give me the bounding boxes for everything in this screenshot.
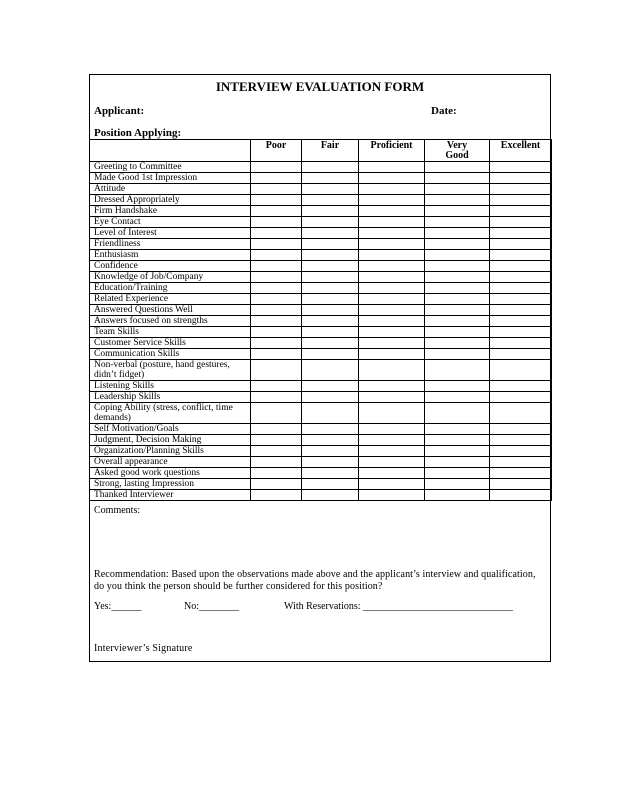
rating-row <box>90 173 552 184</box>
rating-cell[interactable] <box>425 217 490 228</box>
rating-cell[interactable] <box>359 228 425 239</box>
no-field[interactable]: No:________ <box>184 601 239 612</box>
rating-row <box>90 457 552 468</box>
rating-cell[interactable] <box>425 261 490 272</box>
rating-cell[interactable] <box>359 305 425 316</box>
rating-cell[interactable] <box>425 272 490 283</box>
rating-cell[interactable] <box>302 195 359 206</box>
rating-cell[interactable] <box>251 424 302 435</box>
form-title: INTERVIEW EVALUATION FORM <box>215 79 425 94</box>
rating-cell[interactable] <box>302 283 359 294</box>
rating-cell[interactable] <box>302 316 359 327</box>
rating-cell[interactable] <box>490 162 552 173</box>
rating-row <box>90 435 552 446</box>
rating-cell[interactable] <box>425 479 490 490</box>
rating-cell[interactable] <box>302 250 359 261</box>
rating-row <box>90 261 552 272</box>
rating-cell[interactable] <box>425 206 490 217</box>
criteria-label: Communication Skills <box>90 349 251 360</box>
rating-row <box>90 294 552 305</box>
rating-cell[interactable] <box>359 446 425 457</box>
rating-cell[interactable] <box>490 305 552 316</box>
rating-cell[interactable] <box>251 261 302 272</box>
rating-cell[interactable] <box>251 195 302 206</box>
rating-cell[interactable] <box>251 294 302 305</box>
criteria-label: Firm Handshake <box>90 206 251 217</box>
column-header: Excellent <box>490 140 552 162</box>
rating-row <box>90 162 552 173</box>
rating-cell[interactable] <box>251 239 302 250</box>
rating-row <box>90 424 552 435</box>
rating-cell[interactable] <box>302 435 359 446</box>
rating-cell[interactable] <box>359 468 425 479</box>
rating-cell[interactable] <box>251 327 302 338</box>
rating-row <box>90 490 552 501</box>
column-header: Proficient <box>359 140 425 162</box>
rating-cell[interactable] <box>425 468 490 479</box>
rating-cell[interactable] <box>302 239 359 250</box>
rating-cell[interactable] <box>251 392 302 403</box>
criteria-label: Education/Training <box>90 283 251 294</box>
rating-cell[interactable] <box>490 457 552 468</box>
rating-cell[interactable] <box>490 327 552 338</box>
rating-cell[interactable] <box>490 479 552 490</box>
rating-cell[interactable] <box>490 403 552 424</box>
rating-cell[interactable] <box>490 206 552 217</box>
rating-cell[interactable] <box>490 316 552 327</box>
rating-cell[interactable] <box>425 490 490 501</box>
interviewer-signature-label: Interviewer’s Signature <box>94 643 193 654</box>
rating-cell[interactable] <box>251 435 302 446</box>
rating-cell[interactable] <box>302 305 359 316</box>
rating-cell[interactable] <box>251 217 302 228</box>
rating-cell[interactable] <box>425 316 490 327</box>
rating-row <box>90 184 552 195</box>
rating-cell[interactable] <box>251 206 302 217</box>
comments-label: Comments: <box>94 505 141 516</box>
rating-cell[interactable] <box>490 217 552 228</box>
rating-cell[interactable] <box>490 349 552 360</box>
rating-cell[interactable] <box>425 250 490 261</box>
rating-cell[interactable] <box>302 457 359 468</box>
criteria-label: Organization/Planning Skills <box>90 446 251 457</box>
rating-cell[interactable] <box>302 272 359 283</box>
criteria-label: Team Skills <box>90 327 251 338</box>
rating-cell[interactable] <box>425 184 490 195</box>
rating-row <box>90 206 552 217</box>
rating-cell[interactable] <box>359 294 425 305</box>
rating-cell[interactable] <box>302 468 359 479</box>
rating-cell[interactable] <box>359 162 425 173</box>
rating-cell[interactable] <box>359 217 425 228</box>
rating-cell[interactable] <box>251 184 302 195</box>
rating-cell[interactable] <box>251 283 302 294</box>
rating-cell[interactable] <box>425 403 490 424</box>
rating-row <box>90 479 552 490</box>
criteria-label: Answered Questions Well <box>90 305 251 316</box>
rating-cell[interactable] <box>490 381 552 392</box>
rating-cell[interactable] <box>425 360 490 381</box>
rating-row <box>90 250 552 261</box>
position-applying-label: Position Applying: <box>94 127 182 139</box>
rating-cell[interactable] <box>359 435 425 446</box>
rating-cell[interactable] <box>251 468 302 479</box>
yes-field[interactable]: Yes:______ <box>94 601 142 612</box>
criteria-label: Self Motivation/Goals <box>90 424 251 435</box>
rating-row <box>90 316 552 327</box>
rating-cell[interactable] <box>359 272 425 283</box>
rating-row <box>90 338 552 349</box>
criteria-label: Non-verbal (posture, hand gestures, didn’t fidget) <box>90 360 251 381</box>
rating-cell[interactable] <box>359 184 425 195</box>
rating-cell[interactable] <box>302 381 359 392</box>
criteria-label: Coping Ability (stress, conflict, time demands) <box>90 403 251 424</box>
rating-cell[interactable] <box>302 403 359 424</box>
rating-cell[interactable] <box>359 349 425 360</box>
rating-cell[interactable] <box>425 435 490 446</box>
rating-cell[interactable] <box>425 162 490 173</box>
rating-cell[interactable] <box>302 446 359 457</box>
rating-cell[interactable] <box>251 305 302 316</box>
criteria-label: Related Experience <box>90 294 251 305</box>
rating-row <box>90 195 552 206</box>
rating-cell[interactable] <box>302 173 359 184</box>
rating-cell[interactable] <box>302 490 359 501</box>
rating-cell[interactable] <box>359 424 425 435</box>
criteria-label: Friendliness <box>90 239 251 250</box>
rating-header-row <box>90 140 552 162</box>
rating-cell[interactable] <box>251 360 302 381</box>
rating-cell[interactable] <box>359 250 425 261</box>
rating-cell[interactable] <box>359 316 425 327</box>
criteria-label: Listening Skills <box>90 381 251 392</box>
recommendation-line-2: do you think the person should be further considered for this position? <box>94 581 383 592</box>
interview-evaluation-form <box>89 74 551 662</box>
criteria-label: Overall appearance <box>90 457 251 468</box>
rating-row <box>90 327 552 338</box>
rating-cell[interactable] <box>425 283 490 294</box>
rating-cell[interactable] <box>359 457 425 468</box>
rating-cell[interactable] <box>425 424 490 435</box>
criteria-label: Customer Service Skills <box>90 338 251 349</box>
recommendation-text <box>94 569 536 593</box>
criteria-label: Thanked Interviewer <box>90 490 251 501</box>
rating-row <box>90 403 552 424</box>
rating-cell[interactable] <box>490 435 552 446</box>
rating-cell[interactable] <box>490 294 552 305</box>
date-label: Date: <box>431 105 457 117</box>
rating-cell[interactable] <box>251 381 302 392</box>
criteria-header <box>90 140 251 162</box>
rating-cell[interactable] <box>302 217 359 228</box>
rating-cell[interactable] <box>490 424 552 435</box>
rating-cell[interactable] <box>359 239 425 250</box>
rating-cell[interactable] <box>359 381 425 392</box>
criteria-label: Made Good 1st Impression <box>90 173 251 184</box>
rating-cell[interactable] <box>490 184 552 195</box>
with-reservations-field[interactable]: With Reservations: ______________________________ <box>284 601 514 612</box>
rating-cell[interactable] <box>359 327 425 338</box>
rating-row <box>90 468 552 479</box>
criteria-label: Leadership Skills <box>90 392 251 403</box>
rating-cell[interactable] <box>251 316 302 327</box>
rating-cell[interactable] <box>302 349 359 360</box>
rating-table <box>89 139 552 501</box>
rating-cell[interactable] <box>490 338 552 349</box>
rating-cell[interactable] <box>251 173 302 184</box>
rating-cell[interactable] <box>425 195 490 206</box>
rating-cell[interactable] <box>490 173 552 184</box>
rating-cell[interactable] <box>251 403 302 424</box>
rating-cell[interactable] <box>490 261 552 272</box>
rating-cell[interactable] <box>359 173 425 184</box>
rating-cell[interactable] <box>490 468 552 479</box>
rating-cell[interactable] <box>302 424 359 435</box>
rating-cell[interactable] <box>490 392 552 403</box>
rating-row <box>90 239 552 250</box>
rating-cell[interactable] <box>302 261 359 272</box>
rating-cell[interactable] <box>359 206 425 217</box>
rating-cell[interactable] <box>302 360 359 381</box>
rating-cell[interactable] <box>359 479 425 490</box>
rating-row <box>90 272 552 283</box>
rating-row <box>90 217 552 228</box>
rating-cell[interactable] <box>425 228 490 239</box>
rating-cell[interactable] <box>302 327 359 338</box>
rating-cell[interactable] <box>490 446 552 457</box>
recommendation-line-1: Recommendation: Based upon the observations made above and the applicant’s interview and qualification, <box>94 569 536 580</box>
rating-cell[interactable] <box>490 250 552 261</box>
rating-cell[interactable] <box>425 294 490 305</box>
criteria-label: Strong, lasting Impression <box>90 479 251 490</box>
rating-cell[interactable] <box>359 261 425 272</box>
rating-cell[interactable] <box>425 349 490 360</box>
rating-cell[interactable] <box>425 305 490 316</box>
rating-cell[interactable] <box>251 446 302 457</box>
column-header: Poor <box>251 140 302 162</box>
rating-cell[interactable] <box>490 360 552 381</box>
rating-cell[interactable] <box>425 327 490 338</box>
rating-row <box>90 381 552 392</box>
rating-cell[interactable] <box>251 457 302 468</box>
rating-row <box>90 360 552 381</box>
rating-cell[interactable] <box>302 184 359 195</box>
rating-row <box>90 305 552 316</box>
rating-row <box>90 392 552 403</box>
rating-cell[interactable] <box>359 392 425 403</box>
column-header: Fair <box>302 140 359 162</box>
criteria-label: Answers focused on strengths <box>90 316 251 327</box>
rating-row <box>90 228 552 239</box>
rating-cell[interactable] <box>359 338 425 349</box>
applicant-label: Applicant: <box>94 105 145 117</box>
rating-cell[interactable] <box>425 392 490 403</box>
criteria-label: Dressed Appropriately <box>90 195 251 206</box>
rating-cell[interactable] <box>425 457 490 468</box>
rating-cell[interactable] <box>490 239 552 250</box>
rating-cell[interactable] <box>302 338 359 349</box>
rating-row <box>90 283 552 294</box>
column-header: Very Good <box>425 140 490 162</box>
criteria-label: Eye Contact <box>90 217 251 228</box>
rating-cell[interactable] <box>302 294 359 305</box>
rating-cell[interactable] <box>359 195 425 206</box>
rating-cell[interactable] <box>425 239 490 250</box>
rating-cell[interactable] <box>490 490 552 501</box>
rating-cell[interactable] <box>251 162 302 173</box>
criteria-label: Asked good work questions <box>90 468 251 479</box>
rating-cell[interactable] <box>302 392 359 403</box>
rating-row <box>90 446 552 457</box>
rating-cell[interactable] <box>425 173 490 184</box>
criteria-label: Confidence <box>90 261 251 272</box>
rating-cell[interactable] <box>425 446 490 457</box>
rating-cell[interactable] <box>490 272 552 283</box>
rating-cell[interactable] <box>490 283 552 294</box>
rating-cell[interactable] <box>251 338 302 349</box>
rating-cell[interactable] <box>251 228 302 239</box>
rating-cell[interactable] <box>251 479 302 490</box>
criteria-label: Judgment, Decision Making <box>90 435 251 446</box>
rating-cell[interactable] <box>425 338 490 349</box>
rating-cell[interactable] <box>359 283 425 294</box>
rating-cell[interactable] <box>490 228 552 239</box>
rating-cell[interactable] <box>359 360 425 381</box>
rating-cell[interactable] <box>302 206 359 217</box>
rating-cell[interactable] <box>251 272 302 283</box>
rating-cell[interactable] <box>359 403 425 424</box>
rating-cell[interactable] <box>302 228 359 239</box>
rating-cell[interactable] <box>359 490 425 501</box>
criteria-label: Enthusiasm <box>90 250 251 261</box>
rating-cell[interactable] <box>425 381 490 392</box>
criteria-label: Greeting to Committee <box>90 162 251 173</box>
criteria-label: Attitude <box>90 184 251 195</box>
rating-cell[interactable] <box>302 162 359 173</box>
criteria-label: Knowledge of Job/Company <box>90 272 251 283</box>
rating-cell[interactable] <box>490 195 552 206</box>
rating-cell[interactable] <box>251 349 302 360</box>
rating-cell[interactable] <box>302 479 359 490</box>
criteria-label: Level of Interest <box>90 228 251 239</box>
rating-cell[interactable] <box>251 490 302 501</box>
rating-cell[interactable] <box>251 250 302 261</box>
rating-row <box>90 349 552 360</box>
